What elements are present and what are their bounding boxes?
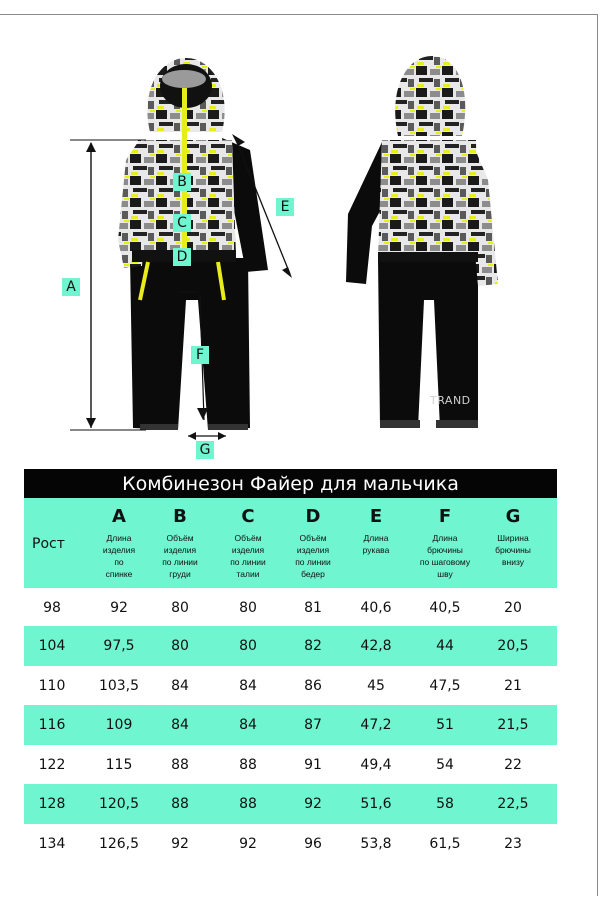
header-description-line: шву [437, 569, 453, 579]
table-cell: 40,6 [360, 600, 392, 616]
back-view [346, 56, 498, 428]
header-col-d [279, 498, 347, 588]
table-cell: 80 [171, 638, 189, 654]
table-cell: 20 [504, 600, 522, 616]
label-b: B [173, 173, 191, 191]
header-description-line: брючины [495, 545, 531, 555]
table-cell: 21 [504, 678, 522, 694]
table-cell: 86 [304, 678, 322, 694]
table-cell: 88 [239, 757, 257, 773]
table-cell: 84 [171, 717, 189, 733]
header-description-line: по линии [230, 557, 266, 567]
header-col-f [411, 498, 479, 588]
label-c: C [173, 214, 191, 232]
label-a: A [62, 278, 80, 296]
header-description [363, 532, 390, 556]
header-description-line: Объём [299, 533, 327, 543]
table-cell: 44 [436, 638, 454, 654]
header-description [230, 532, 266, 580]
table-cell: 49,4 [360, 757, 392, 773]
header-description-line: Длина [363, 533, 389, 543]
label-g: G [196, 441, 214, 459]
header-letter: D [305, 506, 321, 527]
table-cell: 45 [367, 678, 385, 694]
header-description-line: груди [169, 569, 191, 579]
table-cell: 23 [504, 836, 522, 852]
header-description-line: спинке [105, 569, 133, 579]
header-description-line: по линии [162, 557, 198, 567]
table-header [24, 498, 557, 588]
table-cell: 40,5 [429, 600, 461, 616]
header-description [162, 532, 198, 580]
table-row [24, 705, 557, 745]
table-cell: 80 [171, 600, 189, 616]
table-cell: 80 [239, 600, 257, 616]
table-cell: 51 [436, 717, 454, 733]
table-cell: 115 [105, 757, 133, 773]
header-letter: B [173, 506, 187, 527]
header-description-line: талии [236, 569, 260, 579]
table-cell: 53,8 [360, 836, 392, 852]
table-cell: 47,5 [429, 678, 461, 694]
table-cell: 61,5 [429, 836, 461, 852]
header-letter: C [241, 506, 255, 527]
header-description-line: Длина [432, 533, 458, 543]
table-cell: 92 [110, 600, 128, 616]
table-cell: 96 [304, 836, 322, 852]
table-row [24, 626, 557, 666]
header-description-line: изделия [296, 545, 330, 555]
table-cell: 80 [239, 638, 257, 654]
header-col-e [342, 498, 410, 588]
header-letter: E [369, 506, 383, 527]
header-description [420, 532, 470, 580]
header-rost: Рост [32, 536, 65, 552]
table-cell: 97,5 [103, 638, 135, 654]
header-description-line: Объём [166, 533, 194, 543]
table-cell: 58 [436, 796, 454, 812]
row-height-cell: 134 [38, 836, 66, 852]
table-cell: 20,5 [497, 638, 529, 654]
header-description-line: брючины [427, 545, 463, 555]
header-description [495, 532, 531, 568]
header-description [103, 532, 135, 580]
row-height-cell: 98 [43, 600, 61, 616]
table-row [24, 824, 557, 864]
header-col-b [146, 498, 214, 588]
row-height-cell: 128 [38, 796, 66, 812]
table-row [24, 588, 557, 628]
brand-label: TRAND [430, 394, 471, 407]
label-d: D [173, 248, 191, 266]
header-col-c [214, 498, 282, 588]
header-col-a [85, 498, 153, 588]
table-cell: 22 [504, 757, 522, 773]
table-cell: 84 [171, 678, 189, 694]
header-description-line: по [114, 557, 124, 567]
row-height-cell: 122 [38, 757, 66, 773]
row-height-cell: 116 [38, 717, 66, 733]
header-letter: A [112, 506, 126, 527]
table-cell: 88 [171, 757, 189, 773]
header-description-line: изделия [102, 545, 136, 555]
table-cell: 21,5 [497, 717, 529, 733]
table-cell: 87 [304, 717, 322, 733]
table-cell: 54 [436, 757, 454, 773]
table-cell: 91 [304, 757, 322, 773]
header-description [295, 532, 331, 580]
header-description-line: изделия [231, 545, 265, 555]
header-letter: G [505, 506, 521, 527]
table-cell: 109 [105, 717, 133, 733]
table-cell: 92 [304, 796, 322, 812]
label-e: E [276, 198, 294, 216]
table-cell: 22,5 [497, 796, 529, 812]
header-description-line: по шаговому [419, 557, 471, 567]
table-cell: 126,5 [98, 836, 140, 852]
header-letter: F [438, 506, 452, 527]
header-description-line: изделия [163, 545, 197, 555]
header-description-line: внизу [501, 557, 524, 567]
table-cell: 47,2 [360, 717, 392, 733]
table-row [24, 666, 557, 706]
table-cell: 92 [171, 836, 189, 852]
table-cell: 88 [239, 796, 257, 812]
table-cell: 84 [239, 717, 257, 733]
row-height-cell: 110 [38, 678, 66, 694]
table-cell: 51,6 [360, 796, 392, 812]
header-description-line: рукава [362, 545, 390, 555]
table-cell: 81 [304, 600, 322, 616]
table-cell: 42,8 [360, 638, 392, 654]
header-col-g [479, 498, 547, 588]
label-f: F [191, 346, 209, 364]
header-description-line: Объём [234, 533, 262, 543]
table-cell: 120,5 [98, 796, 140, 812]
table-cell: 92 [239, 836, 257, 852]
table-row [24, 745, 557, 785]
table-title: Комбинезон Файер для мальчика [24, 469, 557, 498]
table-row [24, 784, 557, 824]
row-height-cell: 104 [38, 638, 66, 654]
table-cell: 103,5 [98, 678, 140, 694]
header-description-line: Длина [106, 533, 132, 543]
header-description-line: по линии [295, 557, 331, 567]
table-cell: 88 [171, 796, 189, 812]
table-cell: 84 [239, 678, 257, 694]
header-description-line: Ширина [497, 533, 529, 543]
table-cell: 82 [304, 638, 322, 654]
header-description-line: бедер [301, 569, 325, 579]
